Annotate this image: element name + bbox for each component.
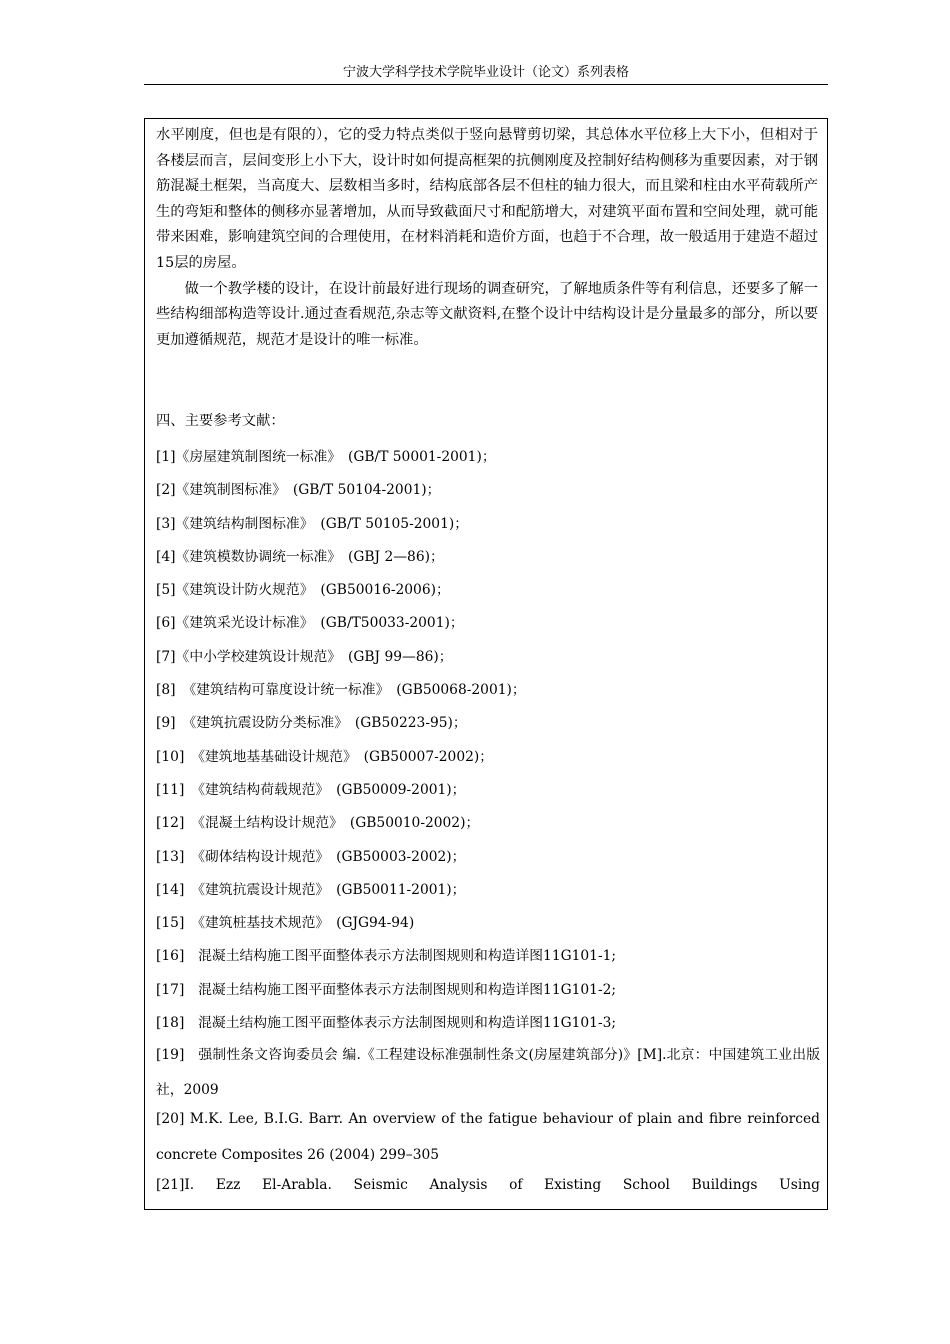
body-paragraph: 水平刚度，但也是有限的），它的受力特点类似于竖向悬臂剪切梁，其总体水平位移上大下小，但相对于各楼层而言，层间变形上小下大，设计时如何提高框架的抗侧刚度及控制好结构侧移为重要因素，对于钢筋混凝土框架，当高度大、层数相当多时，结构底部各层不但柱的轴力很大，而且梁和柱由水平荷载所产生的弯矩和整体的侧移亦显著增加，从而导致截面尺寸和配筋增大，对建筑平面布置和空间处理，就可能带来困难，影响建筑空间的合理使用，在材料消耗和造价方面，也趋于不合理，故一般适用于建造不超过15层的房屋。 xyxy=(156,127,818,271)
reference-item: [5]《建筑设计防火规范》 (GB50016-2006)； xyxy=(156,582,450,599)
body-paragraph: 做一个教学楼的设计，在设计前最好进行现场的调查研究，了解地质条件等有利信息，还要多了解一些结构细部构造等设计.通过查看规范,杂志等文献资料,在整个设计中结构设计是分量最多的部分，所以要更加遵循规范，规范才是设计的唯一标准。 xyxy=(156,280,818,348)
references-heading: 四、主要参考文献： xyxy=(156,413,285,429)
reference-item: [16] 混凝土结构施工图平面整体表示方法制图规则和构造详图11G101-1; xyxy=(156,948,617,965)
reference-item: [13] 《砌体结构设计规范》 (GB50003-2002)； xyxy=(156,848,466,865)
reference-item: [17] 混凝土结构施工图平面整体表示方法制图规则和构造详图11G101-2; xyxy=(156,981,617,998)
reference-item: [20] M.K. Lee, B.I.G. Barr. An overview of the fatigue behaviour of plain and fibre reinforced concrete Composites 26 (2004) 299–305 xyxy=(156,1111,820,1163)
reference-item: [11] 《建筑结构荷载规范》 (GB50009-2001)； xyxy=(156,781,466,798)
reference-item: [21]I. Ezz El-Arabla. Seismic Analysis of Existing School Buildings Using xyxy=(156,1177,820,1194)
body-text xyxy=(156,123,818,353)
reference-item: [19] 强制性条文咨询委员会 编.《工程建设标准强制性条文(房屋建筑部分)》[M].北京：中国建筑工业出版社，2009 xyxy=(156,1047,820,1099)
reference-item: [3]《建筑结构制图标准》 (GB/T 50105-2001)； xyxy=(156,515,469,532)
reference-item: [4]《建筑模数协调统一标准》 (GBJ 2—86)； xyxy=(156,548,444,565)
reference-item: [8] 《建筑结构可靠度设计统一标准》 (GB50068-2001)； xyxy=(156,682,526,699)
reference-item: [1]《房屋建筑制图统一标准》 (GB/T 50001-2001)； xyxy=(156,449,496,465)
reference-item: [14] 《建筑抗震设计规范》 (GB50011-2001)； xyxy=(156,881,466,898)
reference-list xyxy=(156,445,820,1197)
reference-item: [9] 《建筑抗震设防分类标准》 (GB50223-95)； xyxy=(156,715,467,732)
form-table-cell xyxy=(144,118,828,1210)
reference-item: [6]《建筑采光设计标准》 (GB/T50033-2001)； xyxy=(156,615,464,632)
header-divider xyxy=(144,84,828,85)
reference-item: [18] 混凝土结构施工图平面整体表示方法制图规则和构造详图11G101-3; xyxy=(156,1015,617,1032)
reference-item: [10] 《建筑地基基础设计规范》 (GB50007-2002)； xyxy=(156,748,494,765)
reference-item: [12] 《混凝土结构设计规范》 (GB50010-2002)； xyxy=(156,815,480,832)
page-header: 宁波大学科学技术学院毕业设计（论文）系列表格 xyxy=(342,65,629,80)
reference-item: [15] 《建筑桩基技术规范》 (GJG94-94) xyxy=(156,915,415,932)
reference-item: [7]《中小学校建筑设计规范》 (GBJ 99—86)； xyxy=(156,648,453,665)
reference-item: [2]《建筑制图标准》 (GB/T 50104-2001)； xyxy=(156,482,441,499)
